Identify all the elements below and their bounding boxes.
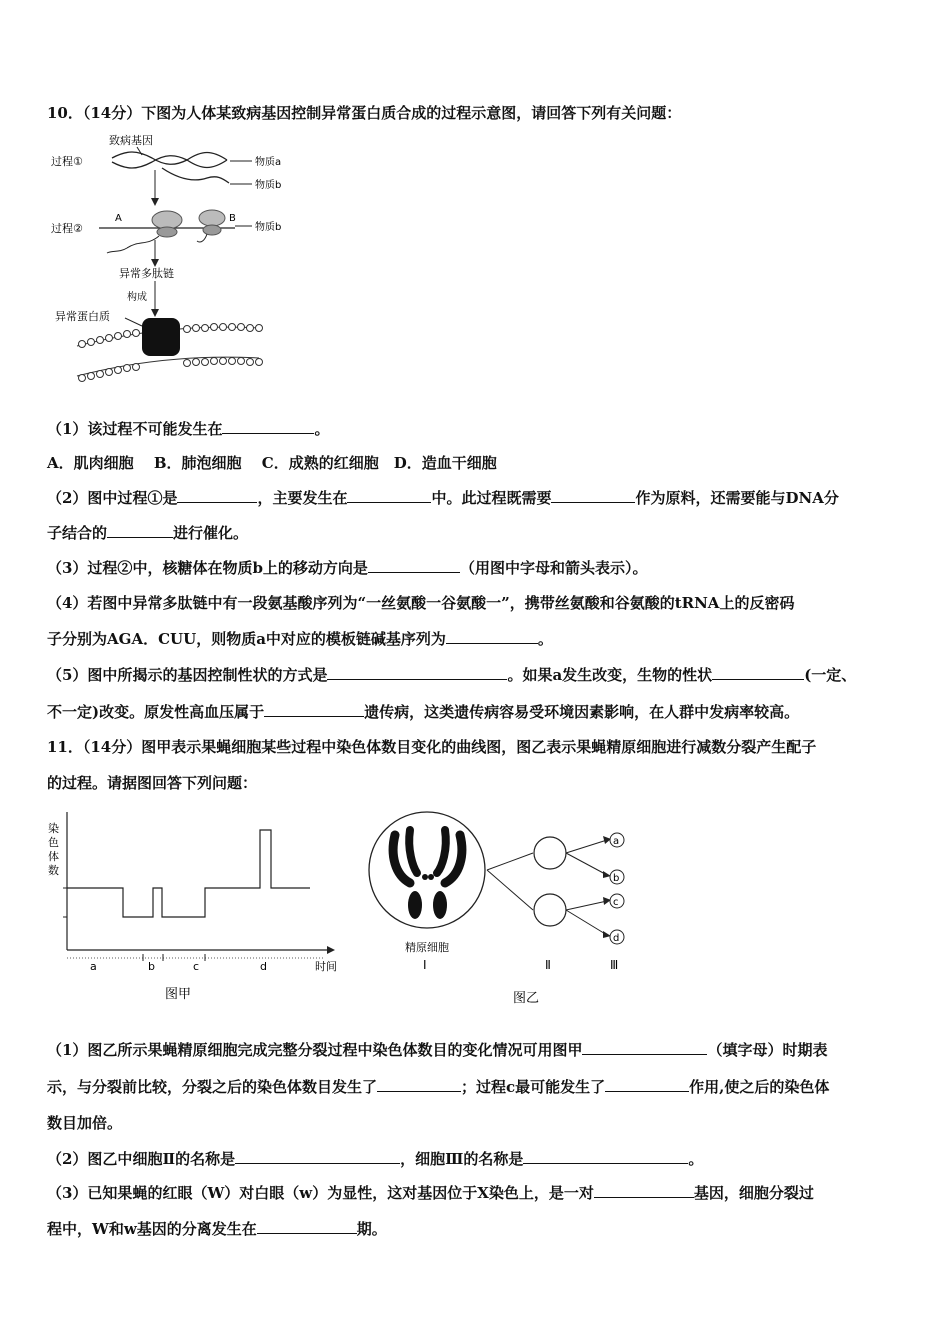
q11-sub1-line3: 数目加倍。 [47, 1114, 123, 1132]
cell-ii-bottom [534, 894, 566, 926]
q11-sub1-line1: （1）图乙所示果蝇精原细胞完成完整分裂过程中染色体数目的变化情况可用图甲 （填字母）时期表 [47, 1041, 828, 1059]
q10-sub4-line1: （4）若图中异常多肽链中有一段氨基酸序列为“一丝氨酸一谷氨酸一”，携带丝氨酸和谷氨酸的tRNA上的反密码 [47, 594, 795, 612]
q10-sub3: （3）过程②中，核糖体在物质b上的移动方向是 （用图中字母和箭头表示）。 [47, 559, 648, 577]
cell-membrane [77, 318, 263, 382]
process2-label: 过程② [51, 222, 83, 235]
dna-strand-1 [112, 152, 227, 164]
cell-ii-top [534, 837, 566, 869]
cell-label: 精原细胞 [405, 941, 449, 954]
stage-3: Ⅲ [610, 958, 619, 972]
abnormal-protein-label: 异常蛋白质 [55, 310, 110, 323]
polypeptide-2 [197, 234, 207, 242]
fig-yi-caption: 图乙 [513, 991, 540, 1006]
gamete-a: a [613, 836, 620, 847]
q11-sub3-line1: （3）已知果蝇的红眼（W）对白眼（w）为显性，这对基因位于X染色上，是一对 基因，细胞分裂过 [47, 1184, 814, 1202]
q10-sub4-line2: 子分别为AGA．CUU，则物质a中对应的模板链碱基序列为 。 [47, 630, 553, 648]
fig-jia [45, 800, 355, 1010]
arrow-down-icon [151, 198, 159, 206]
q10-stem: 10．（14分）下图为人体某致病基因控制异常蛋白质合成的过程示意图，请回答下列有关问题： [47, 104, 682, 122]
segment-c: c [193, 960, 200, 973]
gene-label: 致病基因 [109, 134, 153, 147]
end-a-label: A [115, 213, 122, 224]
q10-sub2-line2: 子结合的 进行催化。 [47, 524, 249, 542]
q11-stem-line2: 的过程。请据图回答下列问题： [47, 774, 258, 792]
abnormal-chain-label: 异常多肽链 [119, 267, 174, 280]
gamete-c: c [613, 897, 619, 908]
fig-jia-ylabel-1: 色 [48, 836, 59, 849]
segment-b: b [148, 960, 155, 973]
constitute-label: 构成 [127, 292, 147, 303]
q11-sub3-line2: 程中，W和w基因的分离发生在 期。 [47, 1220, 387, 1238]
segment-a: a [90, 960, 97, 973]
q10-sub5-line2: 不一定)改变。原发性高血压属于 遗传病，这类遗传病容易受环境因素影响，在人群中发病率较高。 [47, 703, 800, 721]
q10-sub2-line1: （2）图中过程①是 ，主要发生在 中。此过程既需要 作为原料，还需要能与DNA分 [47, 489, 839, 507]
ribosome-large-1 [152, 211, 182, 229]
stage-1: Ⅰ [423, 958, 427, 972]
substance-b-label: 物质b [255, 180, 282, 191]
mrna-strand [162, 168, 229, 183]
substance-b2-label: 物质b [255, 222, 282, 233]
stage-2: Ⅱ [545, 958, 551, 972]
polypeptide-1 [107, 236, 159, 253]
fig-jia-ylabel-2: 体 [48, 850, 59, 863]
ribosome-small-1 [157, 227, 177, 237]
spermatogonium-cell [369, 812, 485, 928]
q11-sub1-line2: 示，与分裂前比较，分裂之后的染色体数目发生了 ；过程c最可能发生了 作用,使之后的染色体 [47, 1078, 830, 1096]
gamete-b: b [613, 873, 620, 884]
ribosome-small-2 [203, 225, 221, 235]
fig-jia-caption: 图甲 [165, 987, 192, 1002]
q11-stem-line1: 11．（14分）图甲表示果蝇细胞某些过程中染色体数目变化的曲线图，图乙表示果蝇精原细胞进行减数分裂产生配子 [47, 738, 817, 756]
q10-sub1: （1）该过程不可能发生在 。 [47, 420, 330, 438]
dna-strand-2 [112, 156, 227, 168]
ribosome-large-2 [199, 210, 225, 226]
fig-jia-ylabel-0: 染 [48, 822, 59, 835]
process1-label: 过程① [51, 155, 83, 168]
gamete-d: d [613, 933, 620, 944]
q11-sub2: （2）图乙中细胞Ⅱ的名称是 ，细胞Ⅲ的名称是 。 [47, 1150, 704, 1168]
fig-jia-ylabel-3: 数 [48, 864, 59, 877]
fig-yi [365, 805, 635, 1010]
substance-a-label: 物质a [255, 157, 282, 168]
chromosome-curve [67, 830, 310, 917]
fig-jia-xlabel: 时间 [315, 960, 337, 973]
q10-options: A．肌肉细胞 B．肺泡细胞 C．成熟的红细胞 D．造血干细胞 [47, 454, 497, 472]
segment-d: d [260, 960, 267, 973]
q10-figure [47, 128, 307, 393]
end-b-label: B [229, 213, 236, 224]
q10-sub5-line1: （5）图中所揭示的基因控制性状的方式是 。如果a发生改变，生物的性状 (一定、 [47, 666, 857, 684]
abnormal-protein-block [142, 318, 180, 356]
